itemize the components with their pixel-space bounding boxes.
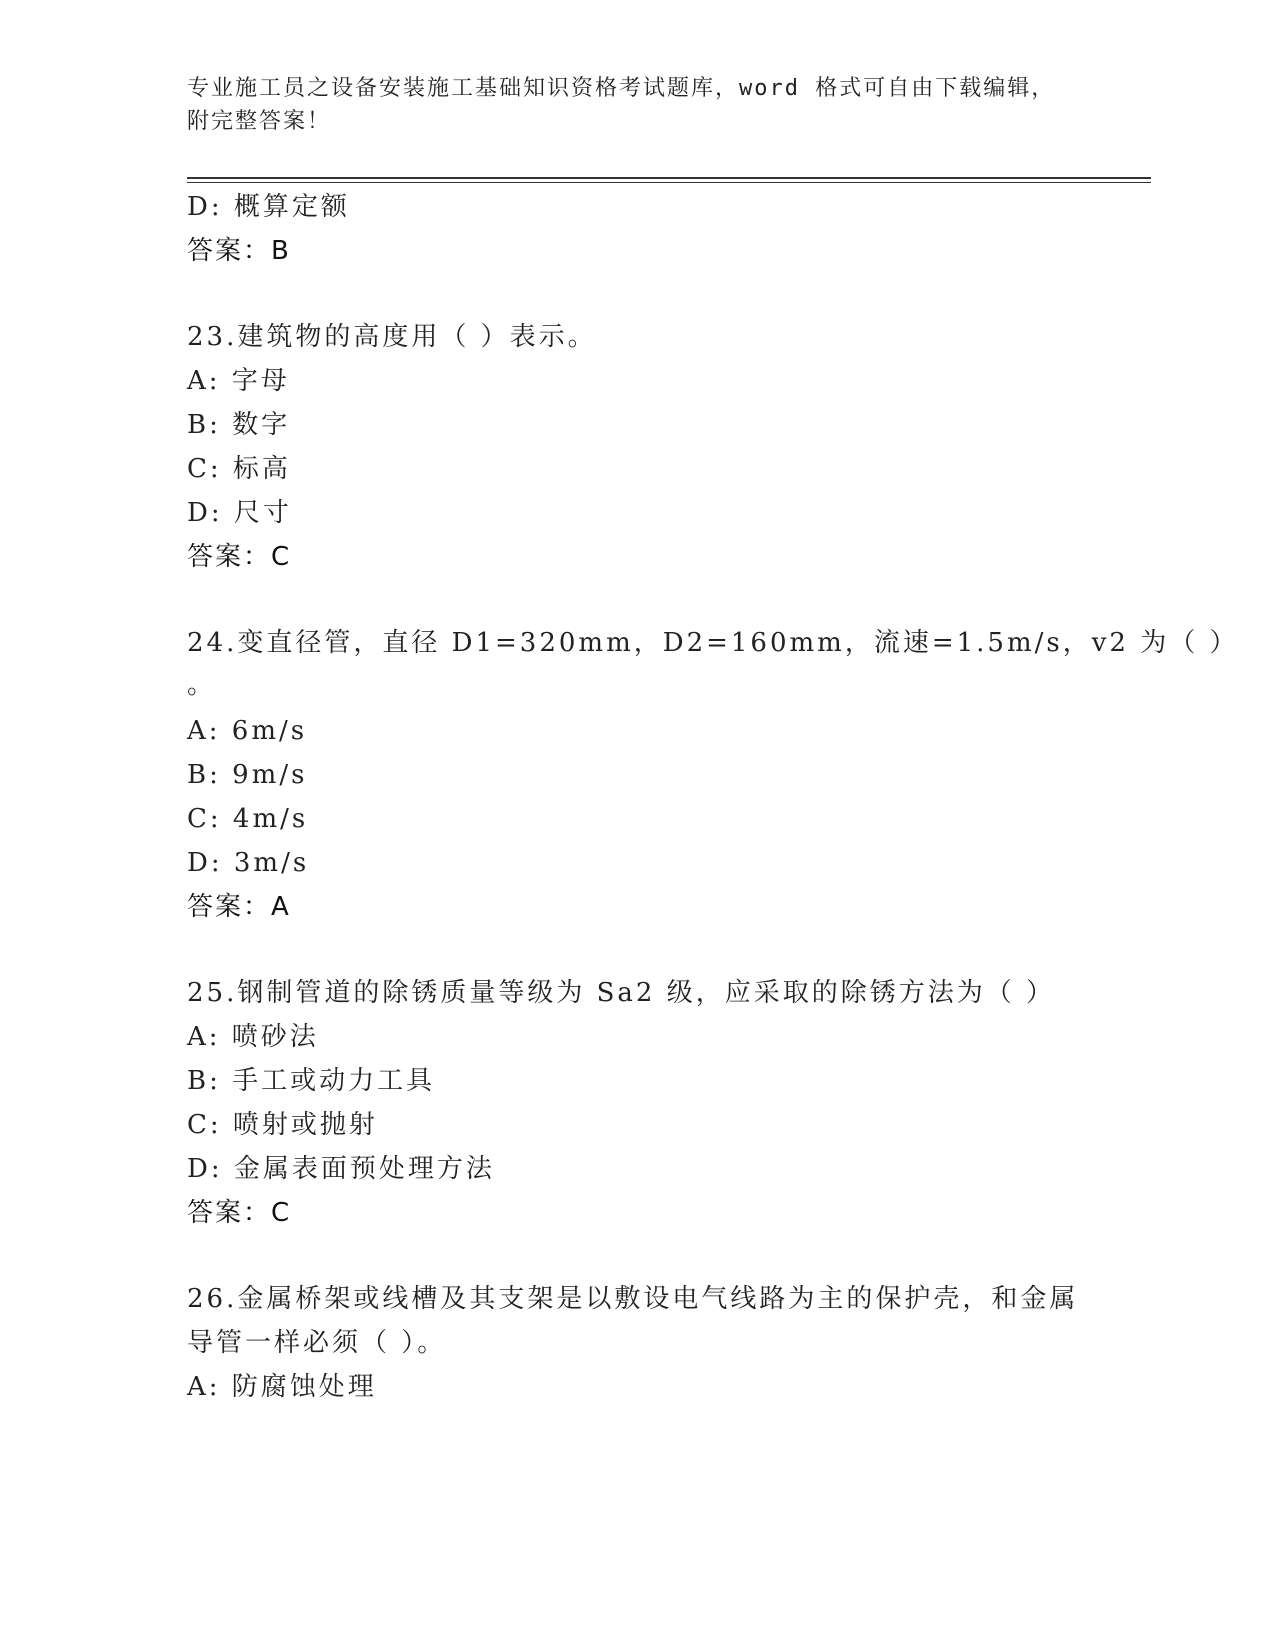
question-25-option-d: D: 金属表面预处理方法 [187, 1154, 495, 1184]
question-24-stem: 24.变直径管，直径 D1=320mm，D2=160mm，流速=1.5m/s，v2 为（ ） [187, 628, 1239, 658]
header-divider-secondary [187, 182, 1151, 183]
question-24-option-c: C: 4m/s [187, 804, 309, 834]
question-24-option-b: B: 9m/s [187, 760, 308, 790]
header-divider [187, 177, 1151, 179]
question-25-option-a: A: 喷砂法 [187, 1022, 319, 1052]
question-23-option-c: C: 标高 [187, 454, 291, 484]
question-25-answer: 答案：C [187, 1198, 292, 1228]
question-25-option-c: C: 喷射或抛射 [187, 1110, 378, 1140]
header-line-2: 附完整答案！ [187, 109, 332, 134]
question-25-stem: 25.钢制管道的除锈质量等级为 Sa2 级，应采取的除锈方法为（ ） [187, 978, 1055, 1008]
question-26-stem: 26.金属桥架或线槽及其支架是以敷设电气线路为主的保护壳，和金属 [187, 1284, 1079, 1314]
question-24-option-d: D: 3m/s [187, 848, 310, 878]
document-header [187, 72, 1087, 138]
question-23-option-a: A: 字母 [187, 366, 290, 396]
option-d-prev: D: 概算定额 [187, 192, 350, 222]
question-24-stem-cont: 。 [187, 670, 217, 700]
answer-prev: 答案：B [187, 236, 291, 266]
question-23-answer: 答案：C [187, 542, 292, 572]
question-26-option-a: A: 防腐蚀处理 [187, 1372, 377, 1402]
question-23-option-b: B: 数字 [187, 410, 291, 440]
question-26-stem-cont: 导管一样必须（ ）。 [187, 1328, 447, 1358]
question-24-option-a: A: 6m/s [187, 716, 308, 746]
question-25-option-b: B: 手工或动力工具 [187, 1066, 436, 1096]
question-24-answer: 答案：A [187, 892, 291, 922]
question-23-stem: 23.建筑物的高度用（ ）表示。 [187, 322, 597, 352]
question-23-option-d: D: 尺寸 [187, 498, 292, 528]
header-line-1: 专业施工员之设备安装施工基础知识资格考试题库，word 格式可自由下载编辑， [187, 76, 1056, 101]
